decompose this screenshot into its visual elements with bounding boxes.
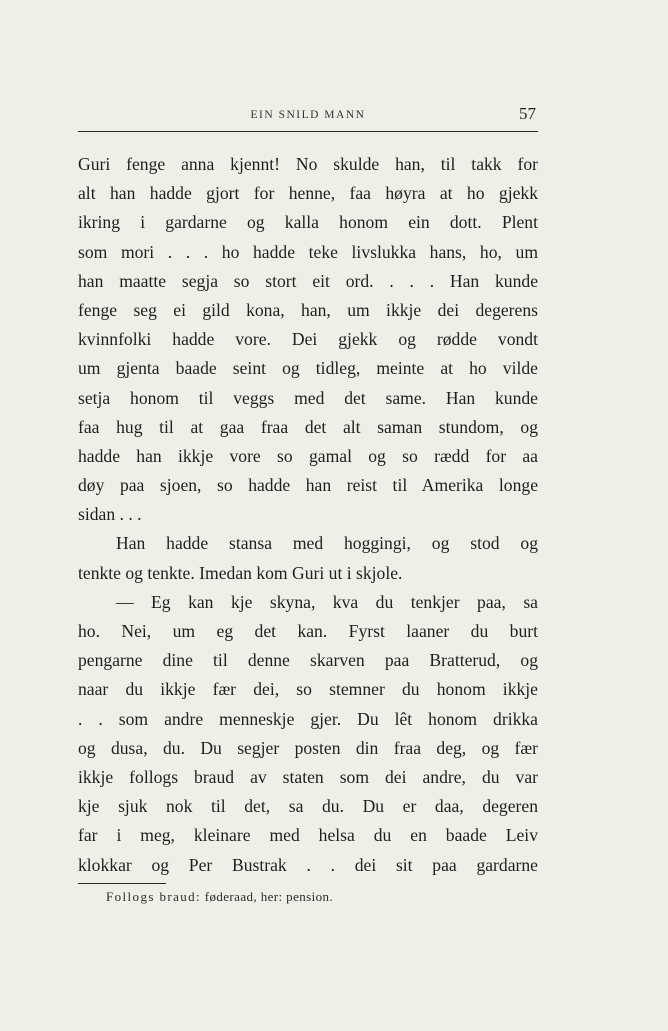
text-line: tenkte og tenkte. Imedan kom Guri ut i skjole. — [78, 562, 403, 583]
footnote-definition: føderaad, her: pension. — [204, 889, 334, 904]
body-text — [78, 150, 538, 880]
text-line: — Eg kan kje skyna, kva du tenkjer paa, sa — [116, 591, 538, 612]
text-line: Han hadde stansa med hoggingi, og stod og — [116, 533, 538, 554]
footnote — [106, 889, 333, 905]
footnote-rule — [78, 883, 166, 884]
page-number: 57 — [519, 104, 536, 123]
header-rule — [78, 131, 538, 132]
page-header — [78, 104, 538, 128]
text-line: pengarne dine til denne skarven paa Bratterud, og — [78, 650, 538, 671]
text-line: han maatte segja so stort eit ord. . . . Han kunde — [78, 270, 538, 291]
text-line: far i meg, kleinare med helsa du en baade Leiv — [78, 825, 538, 846]
text-line: faa hug til at gaa fraa det alt saman stundom, og — [78, 416, 538, 437]
text-line: kvinnfolki hadde vore. Dei gjekk og rødde vondt — [78, 329, 538, 350]
text-line: ikring i gardarne og kalla honom ein dott. Plent — [78, 212, 538, 233]
text-line: hadde han ikkje vore so gamal og so rædd for aa — [78, 445, 538, 466]
running-title: EIN SNILD MANN — [250, 109, 366, 121]
text-line: fenge seg ei gild kona, han, um ikkje dei degerens — [78, 299, 538, 320]
text-line: ho. Nei, um eg det kan. Fyrst laaner du burt — [78, 621, 538, 641]
text-line: kje sjuk nok til det, sa du. Du er daa, degeren — [78, 796, 538, 817]
text-line: Guri fenge anna kjennt! No skulde han, til takk for — [78, 154, 538, 174]
text-line: døy paa sjoen, so hadde han reist til Amerika longe — [78, 475, 538, 496]
text-line: . . som andre menneskje gjer. Du lêt honom drikka — [78, 708, 538, 729]
text-line: ikkje follogs braud av staten som dei andre, du var — [78, 766, 538, 787]
text-line: naar du ikkje fær dei, so stemner du honom ikkje — [78, 679, 538, 700]
text-line: og dusa, du. Du segjer posten din fraa deg, og fær — [78, 737, 538, 758]
text-line: som mori . . . ho hadde teke livslukka hans, ho, um — [78, 241, 538, 262]
text-line: sidan . . . — [78, 504, 142, 525]
footnote-term: Follogs braud: — [106, 889, 202, 904]
text-line: alt han hadde gjort for henne, faa høyra at ho gjekk — [78, 183, 538, 204]
text-line: setja honom til veggs med det same. Han kunde — [78, 387, 538, 408]
text-line: klokkar og Per Bustrak . . dei sit paa gardarne — [78, 854, 538, 875]
text-line: um gjenta baade seint og tidleg, meinte at ho vilde — [78, 358, 538, 379]
